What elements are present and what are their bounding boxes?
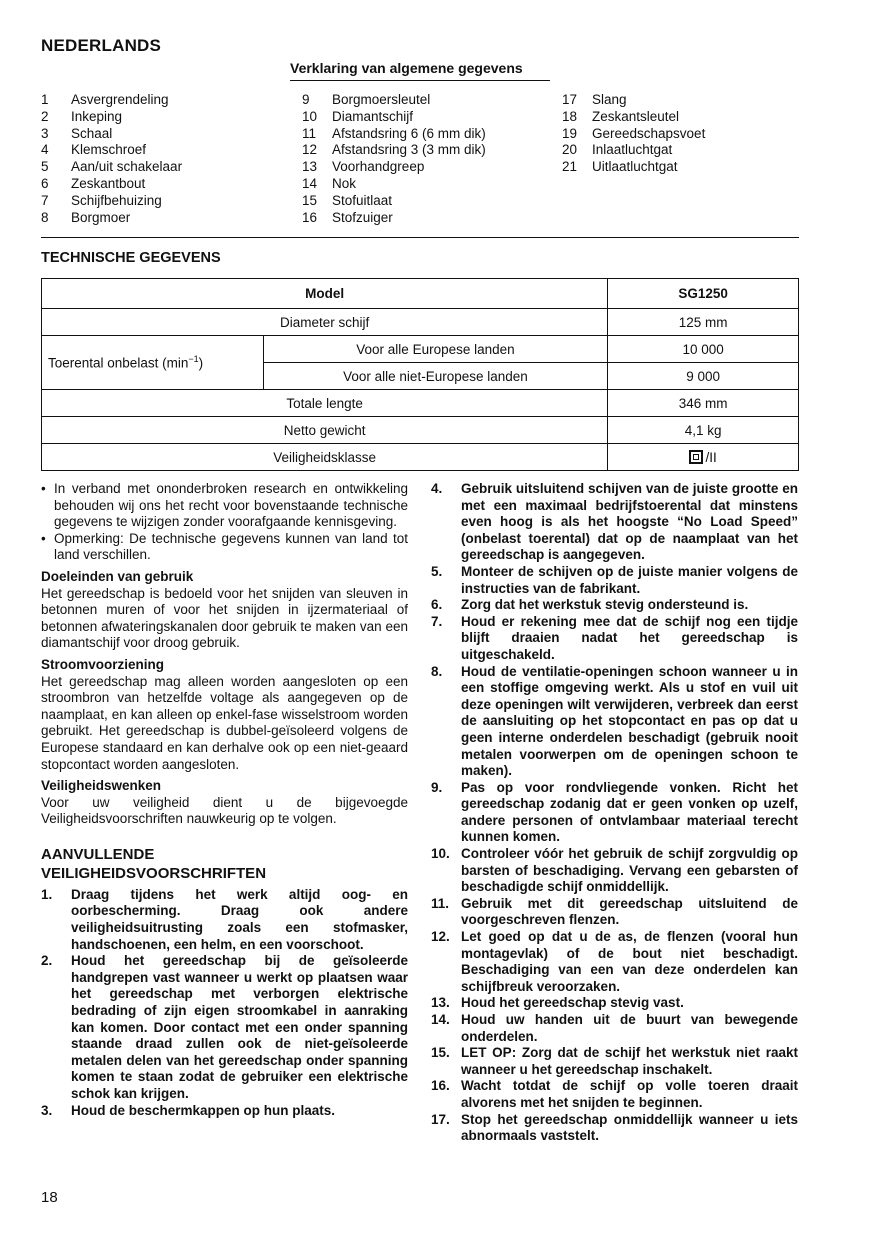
legend-item bbox=[41, 159, 182, 176]
legend-number: 5 bbox=[41, 159, 49, 175]
safety-rule bbox=[431, 664, 798, 780]
rule-text: Houd het gereedschap bij de geïsoleerde handgrepen vast wanneer u werkt op plaatsen waar het gereedschap met verborgen elektrische bedrading of zijn eigen stroomkabel in aanraking kan komen. Door contact met een onder spanning staande draad zullen ook de niet-geïsoleerde metalen delen van het gereedschap onder spanning komen te staan zodat de gebruiker een elektrische schok kan krijgen. bbox=[71, 953, 408, 1101]
legend-label: Aan/uit schakelaar bbox=[71, 159, 183, 175]
legend-item bbox=[562, 126, 705, 143]
rule-number: 13. bbox=[431, 995, 450, 1011]
legend-label: Slang bbox=[592, 92, 627, 107]
rule-text: Wacht totdat de schijf op volle toeren draait alvorens met het snijden te beginnen. bbox=[461, 1078, 798, 1110]
legend-label: Stofzuiger bbox=[332, 209, 393, 225]
speed-eu-value: 10 000 bbox=[608, 336, 799, 363]
rule-number: 14. bbox=[431, 1012, 450, 1027]
legend-number: 2 bbox=[41, 108, 49, 124]
rule-number: 6. bbox=[431, 597, 443, 613]
legend-item bbox=[41, 126, 182, 143]
diameter-value: 125 mm bbox=[608, 309, 799, 336]
legend-number: 10 bbox=[302, 108, 318, 124]
safety-rule bbox=[431, 614, 798, 664]
safety-rule bbox=[431, 481, 798, 564]
power-text: Het gereedschap mag alleen worden aangesloten op een stroombron van hetzelfde voltage als aangegeven op de naamplaat, en kan alleen op enkel-fase wisselstroom worden gebruikt. Het gereedschap is dubbel-geïsoleerd volgens de Europese standaard en kan derhalve ook op een niet-geaard stopcontact worden aangesloten. bbox=[41, 673, 408, 772]
legend-number: 8 bbox=[41, 209, 49, 225]
rule-text: Houd het gereedschap stevig vast. bbox=[461, 995, 684, 1011]
rule-number: 12. bbox=[431, 929, 450, 945]
safety-tips-text: Voor uw veiligheid dient u de bijgevoegde Veiligheidsvoorschriften nauwkeurig op te volgen. bbox=[41, 794, 408, 827]
page-title: NEDERLANDS bbox=[41, 36, 162, 55]
legend-item bbox=[562, 109, 705, 126]
legend-label: Schaal bbox=[71, 125, 113, 141]
legend-label: Klemschroef bbox=[71, 142, 147, 158]
legend-label: Inkeping bbox=[71, 108, 123, 124]
legend-label: Stofuitlaat bbox=[332, 192, 393, 208]
legend-number: 14 bbox=[302, 175, 318, 191]
legend-item bbox=[562, 142, 705, 159]
legend-number: 15 bbox=[302, 192, 318, 208]
safety-rule bbox=[41, 887, 408, 953]
legend-label: Nok bbox=[332, 175, 357, 191]
rule-number: 11. bbox=[431, 895, 450, 911]
weight-value: 4,1 kg bbox=[608, 417, 799, 444]
rule-text: LET OP: Zorg dat de schijf het werkstuk niet raakt wanneer u het gereedschap inschakelt. bbox=[461, 1045, 798, 1077]
legend-label: Asvergrendeling bbox=[71, 92, 169, 107]
speed-eu-label: Voor alle Europese landen bbox=[263, 336, 608, 363]
safety-rule bbox=[431, 780, 798, 846]
legend-item bbox=[302, 142, 486, 159]
rule-text: Stop het gereedschap onmiddellijk wanneer u iets abnormaals vaststelt. bbox=[461, 1111, 798, 1144]
speed-label-superscript: −1 bbox=[188, 354, 199, 365]
rule-text: Controleer vóór het gebruik de schijf zorgvuldig op barsten of beschadiging. Vervang een gebarsten of beschadigde schijf onmiddellijk. bbox=[461, 846, 798, 895]
legend-item bbox=[41, 109, 182, 126]
legend-column-1 bbox=[41, 92, 182, 226]
rule-text: Houd de beschermkappen op hun plaats. bbox=[71, 1102, 336, 1118]
legend-number: 9 bbox=[302, 92, 310, 107]
rule-number: 2. bbox=[41, 953, 53, 969]
legend-number: 6 bbox=[41, 175, 49, 191]
length-value: 346 mm bbox=[608, 390, 799, 417]
safety-rule bbox=[431, 929, 798, 995]
legend-label: Voorhandgreep bbox=[332, 159, 425, 175]
extra-safety-heading-line1: AANVULLENDE bbox=[41, 845, 155, 863]
legend-number: 18 bbox=[562, 108, 578, 124]
legend-item bbox=[302, 210, 486, 227]
note-item bbox=[41, 481, 408, 531]
safety-rule bbox=[431, 995, 798, 1012]
note-text: In verband met ononderbroken research en ontwikkeling behouden wij ons het recht voor bovenstaande technische gegevens te wijzigen zonder voorafgaande kennisgeving. bbox=[54, 481, 408, 530]
diameter-label: Diameter schijf bbox=[42, 309, 608, 336]
note-item bbox=[41, 531, 408, 564]
legend-number: 13 bbox=[302, 159, 318, 175]
safety-rule bbox=[431, 846, 798, 896]
model-label: Model bbox=[42, 279, 608, 309]
legend-label: Zeskantsleutel bbox=[592, 108, 680, 124]
legend-item bbox=[302, 159, 486, 176]
safety-rule bbox=[431, 1012, 798, 1045]
specs-title: TECHNISCHE GEGEVENS bbox=[41, 250, 221, 266]
legend-number: 11 bbox=[302, 125, 317, 141]
rule-number: 4. bbox=[431, 481, 443, 496]
speed-noneu-value: 9 000 bbox=[608, 363, 799, 390]
model-value: SG1250 bbox=[608, 279, 799, 309]
legend-item bbox=[562, 159, 705, 176]
speed-noneu-label: Voor alle niet-Europese landen bbox=[263, 363, 608, 390]
table-row bbox=[42, 279, 799, 309]
safety-rule bbox=[41, 1103, 408, 1120]
legend-item bbox=[302, 109, 486, 126]
legend-number: 12 bbox=[302, 142, 318, 158]
legend-label: Diamantschijf bbox=[332, 108, 414, 124]
legend-item bbox=[41, 176, 182, 193]
legend-item bbox=[562, 92, 705, 109]
table-row bbox=[42, 444, 799, 471]
legend-number: 19 bbox=[562, 125, 578, 141]
rule-text: Houd uw handen uit de buurt van bewegende onderdelen. bbox=[461, 1012, 798, 1044]
rule-number: 15. bbox=[431, 1045, 450, 1061]
rule-number: 7. bbox=[431, 613, 443, 629]
rule-number: 10. bbox=[431, 846, 450, 862]
legend-label: Zeskantbout bbox=[71, 175, 146, 191]
legend-label: Schijfbehuizing bbox=[71, 192, 162, 208]
usage-heading: Doeleinden van gebruik bbox=[41, 568, 194, 584]
safety-rule bbox=[431, 564, 798, 597]
table-row bbox=[42, 417, 799, 444]
weight-label: Netto gewicht bbox=[42, 417, 608, 444]
bullet-icon: • bbox=[41, 530, 46, 546]
extra-safety-heading-line2: VEILIGHEIDSVOORSCHRIFTEN bbox=[41, 864, 267, 882]
rule-text: Let goed op dat u de as, de flenzen (vooral hun montagevlak) of de bout niet beschadigt. Beschadiging van een van deze onderdelen kan schijfbreuk veroorzaken. bbox=[461, 929, 798, 994]
rule-number: 9. bbox=[431, 779, 443, 795]
legend-item bbox=[41, 193, 182, 210]
legend-number: 16 bbox=[302, 209, 318, 225]
table-row bbox=[42, 336, 799, 363]
rule-number: 5. bbox=[431, 563, 443, 579]
safety-tips-heading: Veiligheidswenken bbox=[41, 778, 162, 794]
speed-label-text: Toerental onbelast (min bbox=[48, 355, 189, 371]
legend-number: 3 bbox=[41, 125, 49, 141]
speed-label bbox=[42, 336, 264, 390]
legend-item bbox=[41, 142, 182, 159]
legend-item bbox=[302, 92, 486, 109]
note-text: Opmerking: De technische gegevens kunnen van land tot land verschillen. bbox=[54, 530, 408, 563]
rule-number: 3. bbox=[41, 1102, 53, 1118]
rule-text: Houd de ventilatie-openingen schoon wanneer u in een stoffige omgeving werkt. Als u stof en vuil uit deze openingen wilt verwijderen, verbreek dan eerst de aansluiting op het stopcontact en pas op dat u geen interne onderdelen beschadigt (gebruik nooit metalen voorwerpen om de openingen schoon te maken). bbox=[461, 663, 798, 779]
safety-class-value-cell bbox=[608, 444, 799, 471]
safety-rule bbox=[431, 1112, 798, 1145]
rule-number: 8. bbox=[431, 663, 443, 679]
legend-item bbox=[302, 176, 486, 193]
legend-label: Borgmoer bbox=[71, 209, 131, 225]
legend-label: Afstandsring 6 (6 mm dik) bbox=[332, 125, 486, 141]
legend-label: Inlaatluchtgat bbox=[592, 142, 673, 158]
rule-text: Draag tijdens het werk altijd oog- en oorbescherming. Draag ook andere veiligheidsuitrusting zoals een stofmasker, handschoenen, een helm, en een voorschoot. bbox=[71, 886, 408, 952]
rule-text: Monteer de schijven op de juiste manier volgens de instructies van de fabrikant. bbox=[461, 563, 798, 596]
legend-number: 7 bbox=[41, 192, 49, 208]
power-heading: Stroomvoorziening bbox=[41, 656, 165, 672]
extra-safety-heading bbox=[41, 845, 408, 883]
left-column bbox=[41, 481, 408, 1119]
table-row bbox=[42, 390, 799, 417]
legend-item bbox=[302, 193, 486, 210]
section-divider bbox=[41, 237, 799, 238]
safety-rule bbox=[431, 1045, 798, 1078]
rule-number: 1. bbox=[41, 886, 53, 902]
safety-rule bbox=[431, 1078, 798, 1111]
legend-label: Borgmoersleutel bbox=[332, 92, 431, 107]
double-insulation-icon bbox=[689, 450, 703, 464]
specs-table bbox=[41, 278, 799, 471]
table-row bbox=[42, 309, 799, 336]
legend-number: 21 bbox=[562, 159, 578, 175]
legend-label: Uitlaatluchtgat bbox=[592, 159, 678, 175]
rule-text: Pas op voor rondvliegende vonken. Richt het gereedschap zodanig dat er geen vonken op uzelf, andere personen of ontvlambaar materiaal terecht kunnen komen. bbox=[461, 779, 798, 845]
bullet-icon: • bbox=[41, 481, 46, 496]
legend-label: Gereedschapsvoet bbox=[592, 125, 706, 141]
safety-rule bbox=[41, 953, 408, 1102]
rule-number: 17. bbox=[431, 1111, 450, 1127]
legend-column-2 bbox=[302, 92, 486, 226]
rule-text: Gebruik met dit gereedschap uitsluitend de voorgeschreven flenzen. bbox=[461, 895, 798, 928]
safety-class-label: Veiligheidsklasse bbox=[42, 444, 608, 471]
legend-number: 1 bbox=[41, 92, 49, 107]
legend-item bbox=[302, 126, 486, 143]
rule-text: Zorg dat het werkstuk stevig ondersteund is. bbox=[461, 597, 749, 613]
legend-number: 4 bbox=[41, 142, 49, 158]
safety-rule bbox=[431, 896, 798, 929]
legend-label: Afstandsring 3 (3 mm dik) bbox=[332, 142, 486, 158]
legend-item bbox=[41, 210, 182, 227]
rule-text: Houd er rekening mee dat de schijf nog een tijdje blijft draaien nadat het gereedschap is uitgeschakeld. bbox=[461, 613, 798, 662]
rule-text: Gebruik uitsluitend schijven van de juiste grootte en met een maximaal bedrijfstoerental dat minstens even hoog is als het hoogste “No Load Speed” (onbelast toerental) dat op de naamplaat van het gereedschap is aangegeven. bbox=[461, 481, 798, 563]
length-label: Totale lengte bbox=[42, 390, 608, 417]
right-column bbox=[431, 481, 798, 1145]
page-number: 18 bbox=[41, 1189, 58, 1206]
speed-label-end: ) bbox=[198, 355, 204, 371]
safety-rule bbox=[431, 597, 798, 614]
safety-class-value: /II bbox=[705, 449, 717, 465]
legend-item bbox=[41, 92, 182, 109]
rule-number: 16. bbox=[431, 1078, 450, 1094]
legend-heading: Verklaring van algemene gegevens bbox=[290, 60, 550, 81]
usage-text: Het gereedschap is bedoeld voor het snijden van sleuven in betonnen muren of voor het snijden in ijzermateriaal of betonnen afwateringskanalen door gebruik te maken van een diamantschijf voor droog gebruik. bbox=[41, 585, 408, 651]
legend-column-3 bbox=[562, 92, 705, 176]
legend-number: 20 bbox=[562, 142, 578, 158]
legend-number: 17 bbox=[562, 92, 578, 107]
